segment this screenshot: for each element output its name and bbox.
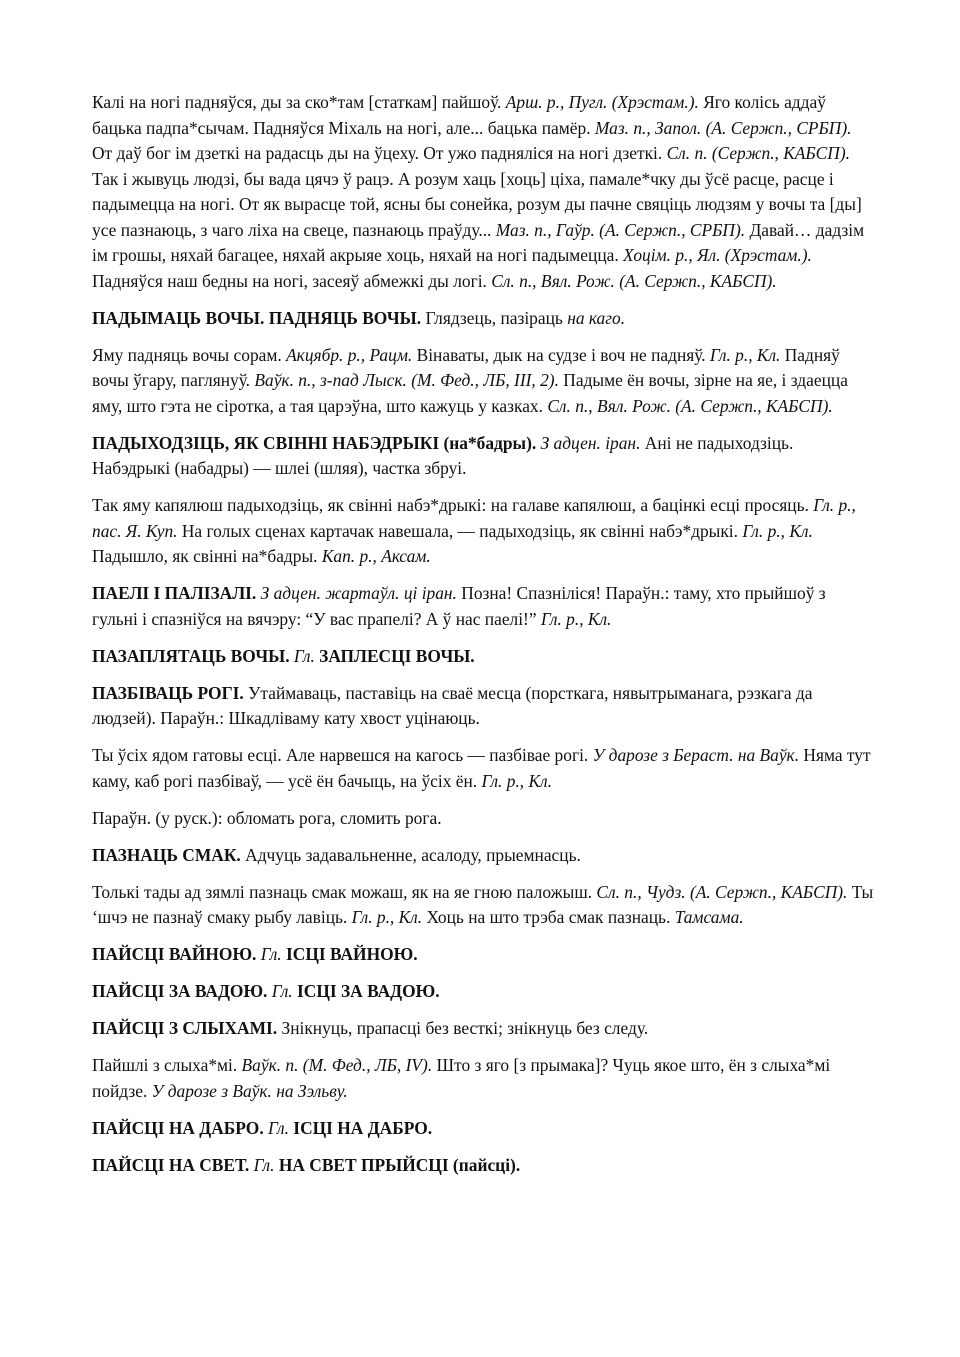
text-run: Толькі тады ад зямлі пазнаць смак можаш, як на яе гною паложыш. (92, 881, 597, 902)
document-page (92, 90, 874, 1190)
source-reference: Сл. п., Чудз. (А. Сержп., КАБСП). (596, 881, 848, 902)
paragraph (92, 880, 874, 931)
text-run: Няма тут каму, каб рогі пазбіваў, — усё ён бачыць, на ўсіх ён. (92, 745, 871, 791)
source-reference: Акцябр. р., Рацм. (286, 344, 413, 365)
source-reference: З адцен. іран. (540, 432, 641, 453)
text-run: Знікнуць, прапасці без весткі; знікнуць без следу. (277, 1018, 649, 1038)
source-reference: У дарозе з Бераст. на Ваўк. (592, 745, 800, 765)
source-reference: Гл. (268, 1117, 289, 1138)
source-reference: Гл. (260, 944, 282, 964)
source-reference: Гл. р., Кл. (540, 608, 612, 629)
text-run: Хоць на што трэба смак пазнаць. (422, 907, 675, 927)
text-run: Падышло, як свінні на*бадры. (92, 546, 322, 566)
text-run: Ты ‘шчэ не пазнаў смаку рыбу лавіць. (92, 881, 874, 927)
paragraph (92, 1153, 874, 1179)
entry-headword: ПАЙСЦІ НА СВЕТ. (92, 1154, 250, 1175)
entry-headword: ПАЗНАЦЬ СМАК. (92, 844, 241, 865)
text-run: Пайшлі з слыха*мі. (92, 1055, 242, 1075)
paragraph (92, 306, 874, 332)
paragraph (92, 1116, 874, 1142)
source-reference: Сл. п., Вял. Рож. (А. Сержп., КАБСП). (491, 270, 777, 291)
source-reference: Маз. п., Запол. (А. Сержп., СРБП). (594, 117, 852, 138)
source-reference: Гл. р., Кл. (351, 907, 423, 927)
text-run: Так і жывуць людзі, бы вада цячэ ў рацэ. А розум хаць [хоць] ціха, памале*чку ды ўсё расце, расце і падымецца на ногі. От як вырасце той, ясны бы сонейка, розум ды пачне свяціць людзям у вочы та [ды] усе пазнаюць, з чаго ліха на свеце, пазнаюць праўду... (92, 168, 862, 240)
paragraph (92, 431, 874, 482)
paragraph (92, 979, 874, 1005)
text-run: Падняў вочы ўгару, паглянуў. (92, 344, 840, 390)
entry-headword: ПАЙСЦІ ЗА ВАДОЮ. (92, 981, 268, 1001)
entry-headword: ІСЦІ НА ДАБРО. (293, 1117, 433, 1138)
paragraph (92, 1053, 874, 1104)
source-reference: Гл. р., пас. Я. Куп. (92, 495, 856, 541)
text-run: На голых сценах картачак навешала, — падыходзіць, як свінні набэ*дрыкі. (177, 520, 743, 541)
source-reference: Гл. (293, 645, 315, 666)
paragraph (92, 681, 874, 732)
paragraph (92, 1016, 874, 1042)
paragraph (92, 90, 874, 294)
source-reference: У дарозе з Ваўк. на Зэльву. (151, 1080, 348, 1101)
text-run: Ані не падыходзіць. Набэдрыкі (набадры) — шлеі (шляя), частка збруі. (92, 432, 794, 478)
source-reference: Сл. п., Вял. Рож. (А. Сержп., КАБСП). (547, 395, 833, 416)
source-reference: на каго. (567, 307, 626, 328)
text-run: Калі на ногі падняўся, ды за ско*там [статкам] пайшоў. (92, 92, 506, 112)
source-reference: Гл. р., Кл. (481, 770, 552, 791)
source-reference: Гл. р., Кл. (742, 520, 813, 541)
text-run: Ты ўсіх ядом гатовы есці. Але нарвешся на кагось — пазбівае рогі. (92, 745, 593, 765)
text-run: Давай… дадзім ім грошы, няхай багацее, няхай акрыяе хоць, няхай на ногі падымецца. (92, 219, 865, 265)
text-run: Што з яго [з прымака]? Чуць якое што, ён з слыха*мі пойдзе. (92, 1055, 831, 1101)
source-reference: Гл. р., Кл. (709, 344, 781, 365)
text-run: Утаймаваць, паставіць на сваё месца (порсткага, нявытрыманага, рэзкага да людзей). Параўн.: Шкадліваму кату хвост уцінаюць. (92, 682, 813, 728)
text-run: Параўн. (у руск.): обломать рога, сломить рога. (92, 807, 442, 828)
entry-headword: ПАЙСЦІ ВАЙНОЮ. (92, 944, 257, 964)
source-reference: Маз. п., Гаўр. (А. Сержп., СРБП). (495, 219, 746, 240)
source-reference: Арш. р., Пугл. (Хрэстам.). (505, 92, 699, 112)
entry-headword: ПАДЫМАЦЬ ВОЧЫ. ПАДНЯЦЬ ВОЧЫ. (92, 307, 422, 328)
entry-headword: ІСЦІ ЗА ВАДОЮ. (297, 981, 440, 1001)
text-run: От даў бог ім дзеткі на радасць ды на ўцеху. От ужо падняліся на ногі дзеткі. (92, 143, 667, 163)
text-run: Яму падняць вочы сорам. (92, 344, 287, 365)
paragraph (92, 343, 874, 420)
text-run: Так яму капялюш падыходзіць, як свінні набэ*дрыкі: на галаве капялюш, а бацінкі есці просяць. (92, 495, 814, 515)
source-reference: Ваўк. п. (М. Фед., ЛБ, IV). (241, 1055, 433, 1075)
text-run: Падняўся наш бедны на ногі, засеяў абмежкі ды логі. (92, 270, 492, 291)
text-run: Вінаваты, дык на судзе і воч не падняў. (412, 344, 710, 365)
entry-headword: ПАЗАПЛЯТАЦЬ ВОЧЫ. (92, 645, 290, 666)
source-reference: Тамсама. (674, 907, 744, 927)
entry-headword: ЗАПЛЕСЦІ ВОЧЫ. (319, 645, 475, 666)
source-reference: Ваўк. п., з-пад Лыск. (М. Фед., ЛБ, III, 2). (254, 370, 559, 390)
paragraph (92, 806, 874, 832)
source-reference: Сл. п. (Сержп., КАБСП). (666, 143, 850, 163)
paragraph (92, 493, 874, 570)
paragraph (92, 743, 874, 794)
text-run: Глядзець, пазіраць (421, 307, 568, 328)
paragraph (92, 843, 874, 869)
paragraph (92, 581, 874, 632)
entry-headword: НА СВЕТ ПРЫЙСЦІ (пайсці). (278, 1154, 521, 1175)
text-run: Адчуць задавальненне, асалоду, прыемнасць. (240, 844, 581, 865)
source-reference: Кап. р., Аксам. (321, 546, 431, 566)
entry-headword: ПАЙСЦІ З СЛЫХАМІ. (92, 1018, 278, 1038)
text-run: Яго колісь аддаў бацька падпа*сычам. Падняўся Міхаль на ногі, але... бацька памёр. (92, 92, 826, 138)
paragraph (92, 644, 874, 670)
text-run: Падыме ён вочы, зірне на яе, і здаецца яму, што гэта не сіротка, а тая царэўна, што кажуць у казках. (92, 370, 848, 416)
entry-headword: ІСЦІ ВАЙНОЮ. (286, 944, 418, 964)
entry-headword: ПАЗБІВАЦЬ РОГІ. (92, 682, 244, 703)
entry-headword: ПАДЫХОДЗІЦЬ, ЯК СВІННІ НАБЭДРЫКІ (на*бадры). (92, 432, 537, 453)
paragraph (92, 942, 874, 968)
source-reference: Гл. (271, 981, 293, 1001)
text-run: Позна! Спазніліся! Параўн.: таму, хто прыйшоў з гульні і спазніўся на вячэру: “У вас прапелі? А ў нас паелі!” (92, 583, 826, 629)
entry-headword: ПАЕЛІ І ПАЛІЗАЛІ. (92, 583, 257, 603)
source-reference: Хоцім. р., Ял. (Хрэстам.). (623, 245, 812, 265)
source-reference: З адцен. жартаўл. ці іран. (260, 583, 457, 603)
source-reference: Гл. (253, 1154, 275, 1175)
entry-headword: ПАЙСЦІ НА ДАБРО. (92, 1117, 264, 1138)
